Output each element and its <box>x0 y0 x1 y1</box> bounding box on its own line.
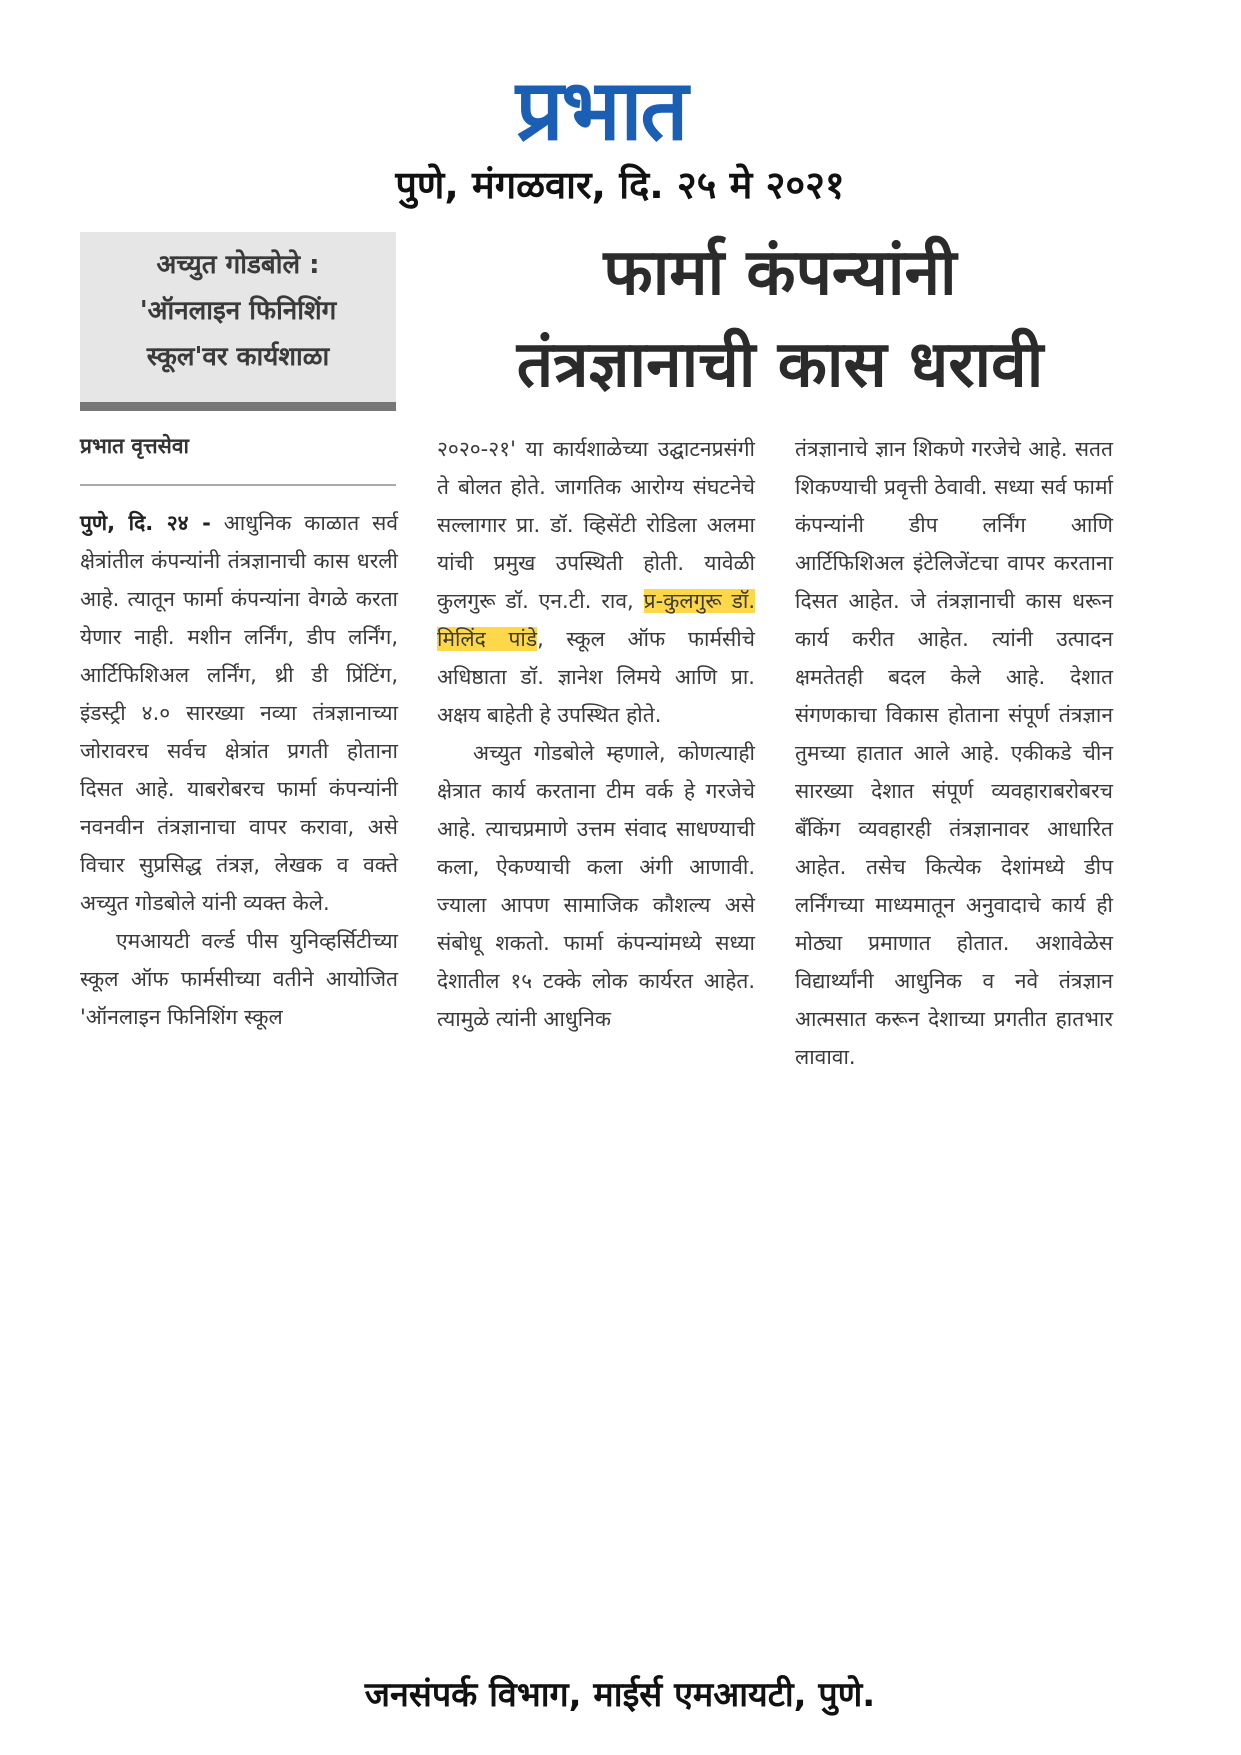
article-column-2 <box>437 430 755 1038</box>
column1-paragraph-1 <box>80 504 398 922</box>
column3-paragraph-1: तंत्रज्ञानाचे ज्ञान शिकणे गरजेचे आहे. सतत शिकण्याची प्रवृत्ती ठेवावी. सध्या सर्व फार्मा कंपन्यांनी डीप लर्निंग आणि आर्टिफिशिअल इंटेलिजेंटचा वापर करताना दिसत आहेत. जे तंत्रज्ञानाची कास धरून कार्य करीत आहेत. त्यांनी उत्पादन क्षमतेतही बदल केले आहे. देशात संगणकाचा विकास होताना संपूर्ण तंत्रज्ञान तुमच्या हातात आले आहे. एकीकडे चीन सारख्या देशात संपूर्ण व्यवहाराबरोबरच बँकिंग व्यवहारही तंत्रज्ञानावर आधारित आहेत. तसेच कित्येक देशांमध्ये डीप लर्निंगच्या माध्यमातून अनुवादाचे कार्य ही मोठ्या प्रमाणात होतात. अशावेळेस विद्यार्थ्यांनी आधुनिक व नवे तंत्रज्ञान आत्मसात करून देशाच्या प्रगतीत हातभार लावावा. <box>795 437 1113 1069</box>
masthead-name: प्रभात <box>515 61 687 159</box>
column1-para1-text: आधुनिक काळात सर्व क्षेत्रांतील कंपन्यांनी तंत्रज्ञानाची कास धरली आहे. त्यातून फार्मा कंपन्यांना वेगळे करता येणार नाही. मशीन लर्निंग, डीप लर्निंग, आर्टिफिशिअल लर्निंग, थ्री डी प्रिंटिंग, इंडस्ट्री ४.० सारख्या नव्या तंत्रज्ञानाच्या जोरावरच सर्वच क्षेत्रांत प्रगती होताना दिसत आहे. याबरोबरच फार्मा कंपन्यांनी नवनवीन तंत्रज्ञानाचा वापर करावा, असे विचार सुप्रसिद्ध तंत्रज्ञ, लेखक व वक्ते अच्युत गोडबोले यांनी व्यक्त केले. <box>80 511 398 915</box>
article-column-3 <box>795 430 1113 1076</box>
footer-credit: जनसंपर्क विभाग, माईर्स एमआयटी, पुणे. <box>364 1675 876 1715</box>
highlighted-name: प्र-कुलगुरू डॉ. मिलिंद पांडे <box>437 589 756 651</box>
dateline: पुणे, मंगळवार, दि. २५ मे २०२१ <box>395 163 845 207</box>
headline-line-1: फार्मा कंपन्यांनी <box>603 236 957 310</box>
byline: प्रभात वृत्तसेवा <box>80 434 189 458</box>
column2-paragraph-2: अच्युत गोडबोले म्हणाले, कोणत्याही क्षेत्रात कार्य करताना टीम वर्क हे गरजेचे आहे. त्याचप्रमाणे उत्तम संवाद साधण्याची कला, ऐकण्याची कला अंगी आणावी. ज्याला आपण सामाजिक कौशल्य असे संबोधू शकतो. फार्मा कंपन्यांमध्ये सध्या देशातील १५ टक्के लोक कार्यरत आहेत. त्यामुळे त्यांनी आधुनिक <box>437 741 755 1031</box>
byline-divider <box>80 484 396 486</box>
headline-line-2: तंत्रज्ञानाची कास धरावी <box>516 328 1044 402</box>
sidebox-line-1: अच्युत गोडबोले : <box>156 250 320 280</box>
newspaper-masthead-logo <box>428 61 774 159</box>
article-column-1 <box>80 504 398 1036</box>
sidebox-kicker <box>80 232 396 411</box>
article-lead: पुणे, दि. २४ - <box>80 511 211 535</box>
column1-paragraph-2: एमआयटी वर्ल्ड पीस युनिव्हर्सिटीच्या स्कूल ऑफ फार्मसीच्या वतीने आयोजित 'ऑनलाइन फिनिशिंग स्कूल <box>80 929 398 1029</box>
sidebox-line-2: 'ऑनलाइन फिनिशिंग <box>139 296 337 326</box>
column2-para1-after: , स्कूल ऑफ फार्मसीचे अधिष्ठाता डॉ. ज्ञानेश लिमये आणि प्रा. अक्षय बाहेती हे उपस्थित होते. <box>437 627 755 727</box>
sidebox-line-3: स्कूल'वर कार्यशाळा <box>146 342 330 372</box>
column2-para1-before: २०२०-२१' या कार्यशाळेच्या उद्घाटनप्रसंगी ते बोलत होते. जागतिक आरोग्य संघटनेचे सल्लागार प्रा. डॉ. व्हिसेंटी रोडिला अलमा यांची प्रमुख उपस्थिती होती. यावेळी कुलगुरू डॉ. एन.टी. राव, <box>437 437 755 613</box>
column2-paragraph-1 <box>437 430 755 734</box>
